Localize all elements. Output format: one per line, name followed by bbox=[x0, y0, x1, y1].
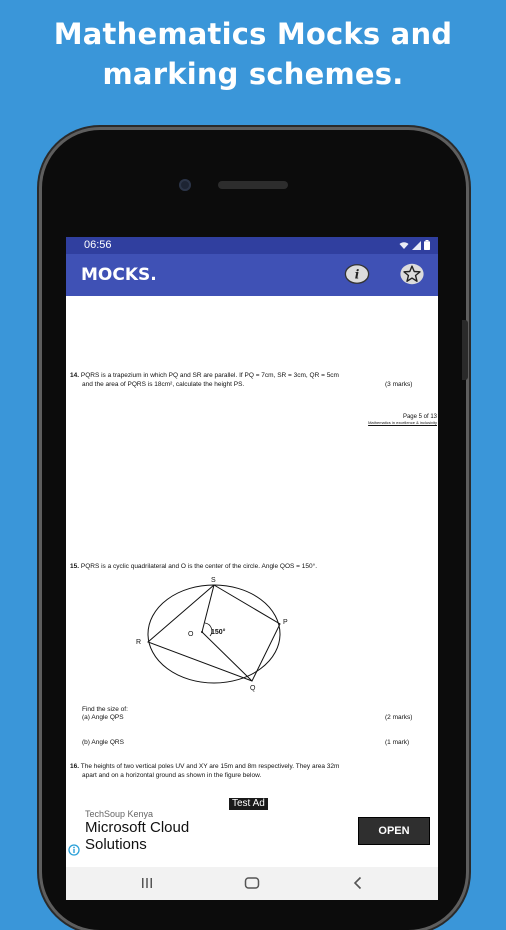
q15-text: PQRS is a cyclic quadrilateral and O is the center of the circle. Angle QOS = 150°. bbox=[80, 563, 318, 570]
signal-icon bbox=[412, 241, 421, 250]
status-time: 06:56 bbox=[84, 239, 112, 251]
earpiece-speaker bbox=[218, 181, 288, 189]
ad-advertiser: TechSoup Kenya bbox=[85, 809, 154, 819]
front-camera bbox=[179, 179, 191, 191]
svg-text:i: i bbox=[354, 267, 360, 282]
app-bar bbox=[66, 254, 438, 296]
ad-headline bbox=[85, 819, 255, 853]
q15-find: Find the size of: bbox=[82, 706, 128, 713]
android-nav-bar bbox=[66, 867, 438, 900]
question-14 bbox=[70, 372, 432, 389]
q14-marks: (3 marks) bbox=[385, 381, 413, 388]
q14-text-line1: PQRS is a trapezium in which PQ and SR are parallel. If PQ = 7cm, SR = 3cm, QR = 5cm bbox=[80, 372, 339, 379]
battery-icon bbox=[424, 240, 430, 250]
phone-screen bbox=[66, 237, 438, 900]
pdf-document-view[interactable] bbox=[66, 296, 438, 796]
label-angle: 150° bbox=[211, 629, 226, 636]
phone-side-button bbox=[462, 320, 468, 380]
page-footer bbox=[316, 414, 437, 425]
headline-line-1: Mathematics Mocks and bbox=[53, 17, 453, 51]
star-icon bbox=[399, 262, 425, 286]
label-o: O bbox=[188, 631, 194, 638]
wifi-icon bbox=[399, 241, 409, 250]
favorite-button[interactable] bbox=[399, 263, 425, 285]
status-bar bbox=[66, 237, 438, 254]
q15-part-b: (b) Angle QRS bbox=[82, 739, 124, 746]
q16-text-line1: The heights of two vertical poles UV and XY are 15m and 8m respectively. They area 32m bbox=[80, 763, 340, 770]
ad-open-button[interactable]: OPEN bbox=[358, 817, 430, 845]
question-16 bbox=[70, 763, 432, 780]
test-ad-badge: Test Ad bbox=[229, 798, 268, 810]
label-p: P bbox=[283, 619, 288, 626]
page-footer-subtitle: Mathematics in excellence & inclusivity bbox=[368, 420, 437, 425]
cyclic-quadrilateral-figure bbox=[132, 574, 292, 692]
q14-number: 14. bbox=[70, 372, 80, 379]
label-q: Q bbox=[250, 685, 256, 692]
ad-headline-line2: Solutions bbox=[85, 836, 147, 853]
info-button[interactable] bbox=[344, 263, 370, 285]
q16-number: 16. bbox=[70, 763, 80, 770]
q15-part-b-marks: (1 mark) bbox=[385, 739, 410, 746]
page-number: Page 5 of 13 bbox=[402, 414, 437, 420]
recents-icon[interactable] bbox=[139, 875, 155, 891]
info-icon bbox=[344, 263, 370, 285]
q15-part-a-marks: (2 marks) bbox=[385, 714, 413, 721]
adchoices-icon[interactable] bbox=[68, 844, 80, 856]
back-icon[interactable] bbox=[350, 875, 366, 891]
promo-headline bbox=[0, 14, 506, 94]
q15-number: 15. bbox=[70, 563, 80, 570]
q14-text-line2: and the area of PQRS is 18cm², calculate the height PS. bbox=[82, 380, 245, 388]
label-s: S bbox=[211, 577, 216, 584]
label-r: R bbox=[136, 639, 142, 646]
home-icon[interactable] bbox=[244, 875, 260, 891]
ad-headline-line1: Microsoft Cloud bbox=[85, 819, 190, 836]
q15-part-a: (a) Angle QPS bbox=[82, 714, 124, 721]
q16-text-line2: apart and on a horizontal ground as shown in the figure below. bbox=[82, 771, 262, 779]
ad-banner[interactable] bbox=[66, 797, 438, 867]
question-15 bbox=[70, 563, 432, 572]
app-title: MOCKS. bbox=[81, 265, 157, 285]
headline-line-2: marking schemes. bbox=[102, 57, 404, 91]
